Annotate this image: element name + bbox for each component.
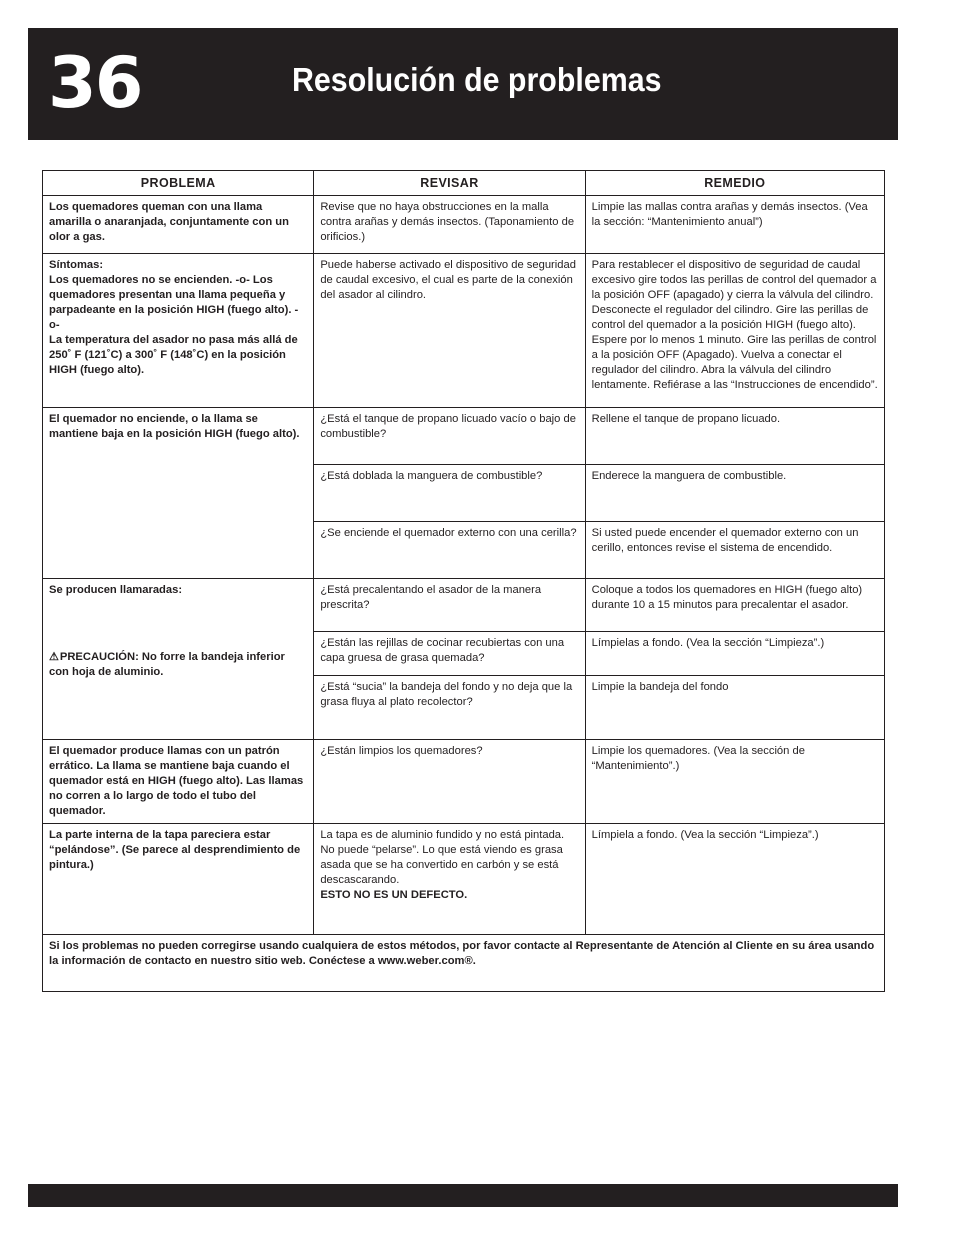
table-row [43, 408, 885, 465]
table-row [43, 579, 885, 632]
page-header [28, 28, 898, 140]
revisar-cell: ¿Está doblada la manguera de combustible? [314, 465, 585, 522]
page-title: Resolución de problemas [292, 61, 662, 98]
problema-cell [43, 579, 314, 740]
column-header-problema: PROBLEMA [43, 171, 314, 196]
caution-text: No forre la bandeja inferior con hoja de aluminio. [49, 651, 285, 678]
symptoms-line: Los quemadores no se encienden. -o- Los quemadores presentan una llama pequeña y parpadeante en la posición HIGH (fuego alto). -o- [49, 274, 299, 331]
revisar-text: La tapa es de aluminio fundido y no está pintada. No puede “pelarse”. Lo que está viendo es grasa asada que se ha convertido en carbón y se está descascarando. [320, 829, 565, 886]
remedio-cell: Limpie las mallas contra arañas y demás insectos. (Vea la sección: “Mantenimiento anual”) [585, 196, 884, 254]
footer-bar [28, 1184, 898, 1207]
remedio-cell: Limpie los quemadores. (Vea la sección de “Mantenimiento”.) [585, 740, 884, 824]
revisar-cell: ¿Se enciende el quemador externo con una cerilla? [314, 522, 585, 579]
remedio-cell: Límpielas a fondo. (Vea la sección “Limpieza”.) [585, 632, 884, 676]
table-row [43, 740, 885, 824]
symptoms-line: La temperatura del asador no pasa más allá de 250˚ F (121˚C) a 300˚ F (148˚C) en la posición HIGH (fuego alto). [49, 334, 298, 376]
column-header-revisar: REVISAR [314, 171, 585, 196]
revisar-cell: ¿Está “sucia” la bandeja del fondo y no deja que la grasa fluya al plato recolector? [314, 676, 585, 740]
flare-problem-label: Se producen llamaradas: [49, 584, 183, 596]
problema-cell: La parte interna de la tapa pareciera estar “pelándose”. (Se parece al desprendimiento de pintura.) [43, 824, 314, 935]
caution-note [49, 650, 307, 680]
troubleshooting-table [42, 170, 885, 992]
page-number: 36 [48, 42, 142, 124]
remedio-cell: Enderece la manguera de combustible. [585, 465, 884, 522]
contact-note: Si los problemas no pueden corregirse usando cualquiera de estos métodos, por favor contacte al Representante de Atención al Cliente en su área usando la información de contacto en nuestro sitio web. Conéctese a www.weber.com®. [43, 935, 885, 992]
symptoms-label: Síntomas: [49, 259, 104, 271]
table-row [43, 254, 885, 408]
table-row [43, 824, 885, 935]
not-a-defect-note: ESTO NO ES UN DEFECTO. [320, 889, 468, 901]
revisar-cell: ¿Están limpios los quemadores? [314, 740, 585, 824]
warning-triangle-icon: ⚠ [49, 651, 59, 663]
remedio-cell: Para restablecer el dispositivo de seguridad de caudal excesivo gire todos las perillas de control del quemador a la posición OFF (apagado) y cierra la válvula del cilindro. Desconecte el regulador del cilindro. Gire las perillas de control del quemador a la posición HIGH (fuego alto). Espere por lo menos 1 minuto. Gire las perillas de control a la posición OFF (Apagado). Vuelva a conectar el regulador del cilindro. Abra la válvula del cilindro lentamente. Refiérase a las “Instrucciones de encendido”. [585, 254, 884, 408]
revisar-cell: ¿Está el tanque de propano licuado vacío o bajo de combustible? [314, 408, 585, 465]
table-header-row [43, 171, 885, 196]
remedio-cell: Limpie la bandeja del fondo [585, 676, 884, 740]
revisar-cell: ¿Está precalentando el asador de la manera prescrita? [314, 579, 585, 632]
revisar-cell: Revise que no haya obstrucciones en la malla contra arañas y demás insectos. (Taponamiento de orificios.) [314, 196, 585, 254]
problema-cell: El quemador no enciende, o la llama se mantiene baja en la posición HIGH (fuego alto). [43, 408, 314, 579]
problema-cell [43, 254, 314, 408]
revisar-cell [314, 824, 585, 935]
remedio-cell: Coloque a todos los quemadores en HIGH (fuego alto) durante 10 a 15 minutos para precalentar el asador. [585, 579, 884, 632]
remedio-cell: Límpiela a fondo. (Vea la sección “Limpieza”.) [585, 824, 884, 935]
problema-cell: Los quemadores queman con una llama amarilla o anaranjada, conjuntamente con un olor a gas. [43, 196, 314, 254]
table-row [43, 196, 885, 254]
remedio-cell: Rellene el tanque de propano licuado. [585, 408, 884, 465]
caution-label: PRECAUCIÓN: [59, 651, 139, 663]
table-footer-row [43, 935, 885, 992]
column-header-remedio: REMEDIO [585, 171, 884, 196]
revisar-cell: Puede haberse activado el dispositivo de seguridad de caudal excesivo, el cual es parte de la conexión del asador al cilindro. [314, 254, 585, 408]
revisar-cell: ¿Están las rejillas de cocinar recubiertas con una capa gruesa de grasa quemada? [314, 632, 585, 676]
remedio-cell: Si usted puede encender el quemador externo con un cerillo, entonces revise el sistema de encendido. [585, 522, 884, 579]
problema-cell: El quemador produce llamas con un patrón errático. La llama se mantiene baja cuando el quemador está en HIGH (fuego alto). Las llamas no corren a lo largo de todo el tubo del quemador. [43, 740, 314, 824]
